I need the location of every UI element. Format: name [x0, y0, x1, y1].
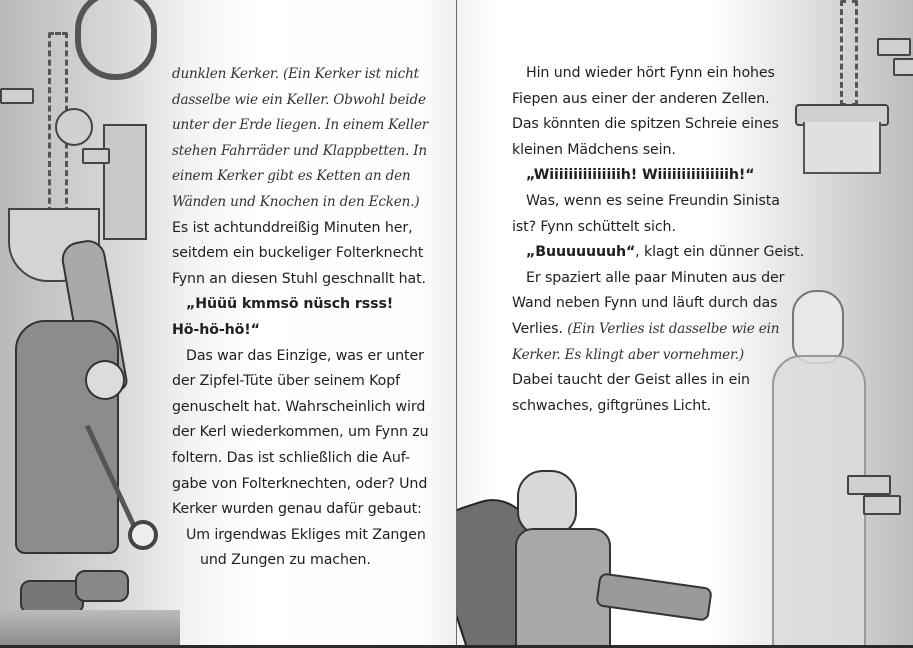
text-line: kleinen Mädchens sein.	[512, 141, 676, 158]
text-line: Hin und wieder hört Fynn ein hohes	[526, 65, 775, 81]
left-page-text	[172, 62, 432, 574]
text-line: Es ist achtunddreißig Minuten her,	[172, 219, 413, 236]
text-line: der Kerl wiederkommen, um Fynn zu	[172, 424, 429, 441]
dialogue-rest: , klagt ein dünner Geist.	[635, 244, 804, 261]
iron-ball-illustration	[55, 108, 93, 146]
text-normal-part: Verlies.	[512, 320, 568, 337]
text-line: unter der Erde liegen. In einem Keller	[172, 117, 429, 134]
wall-brick	[0, 88, 34, 104]
text-line: Was, wenn es seine Freundin Sinista	[526, 192, 780, 209]
dialogue-line: Hö-hö-hö!“	[172, 321, 260, 338]
text-line: seitdem ein buckeliger Folterknecht	[172, 245, 424, 262]
text-line: einem Kerker gibt es Ketten an den	[172, 168, 411, 185]
text-line: Dabei taucht der Geist alles in ein	[512, 372, 750, 389]
text-line	[512, 317, 787, 343]
text-line: dunklen Kerker. (Ein Kerker ist nicht	[172, 66, 419, 82]
wall-brick	[82, 148, 110, 164]
right-page-text	[512, 61, 804, 419]
text-line: Wänden und Knochen in den Ecken.)	[172, 193, 420, 210]
cage-lamp-illustration	[795, 100, 887, 188]
torturer-illustration	[10, 240, 140, 630]
text-hand-part: (Ein Verlies ist dasselbe wie ein	[567, 320, 780, 337]
text-line: der Zipfel-Tüte über seinem Kopf	[172, 373, 400, 390]
wall-brick	[893, 58, 913, 76]
mirror-illustration	[103, 124, 147, 240]
text-line: dasselbe wie ein Keller. Obwohl beide	[172, 91, 426, 108]
text-line: Um irgendwas Ekliges mit Zangen	[186, 526, 426, 543]
left-page	[0, 0, 456, 648]
chain-illustration	[840, 0, 858, 106]
right-page	[457, 0, 913, 648]
dialogue-line: „Hüüü kmmsö nüsch rsss!	[186, 296, 394, 313]
wall-brick	[863, 495, 901, 515]
wall-ring-illustration	[75, 0, 157, 80]
fynn-chair-illustration	[457, 460, 717, 648]
wall-brick	[847, 475, 891, 495]
text-line: stehen Fahrräder und Klappbetten. In	[172, 142, 427, 159]
wall-brick	[877, 38, 911, 56]
text-line: Kerker wurden genau dafür gebaut:	[172, 501, 422, 518]
floor-stones	[0, 610, 180, 648]
text-line: und Zungen zu machen.	[200, 552, 371, 569]
text-line: Das könnten die spitzen Schreie eines	[512, 116, 779, 133]
text-line: gabe von Folterknechten, oder? Und	[172, 475, 428, 492]
text-line: Das war das Einzige, was er unter	[186, 347, 424, 364]
text-line: Kerker. Es klingt aber vornehmer.)	[512, 346, 745, 363]
text-line: Fynn an diesen Stuhl geschnallt hat.	[172, 270, 426, 287]
dialogue-line: „Wiiiiiiiiiiiiiiih! Wiiiiiiiiiiiiiiih!“	[526, 167, 755, 184]
text-line: schwaches, giftgrünes Licht.	[512, 397, 712, 414]
text-line: Er spaziert alle paar Minuten aus der	[526, 269, 785, 286]
dialogue-bold: „Buuuuuuuh“	[526, 244, 636, 261]
text-line: Fiepen aus einer der anderen Zellen.	[512, 90, 770, 107]
dialogue-line	[512, 240, 804, 266]
text-line: Wand neben Fynn und läuft durch das	[512, 295, 778, 312]
text-line: ist? Fynn schüttelt sich.	[512, 218, 676, 235]
text-line: foltern. Das ist schließlich die Auf-	[172, 449, 410, 466]
text-line: genuschelt hat. Wahrscheinlich wird	[172, 398, 426, 415]
